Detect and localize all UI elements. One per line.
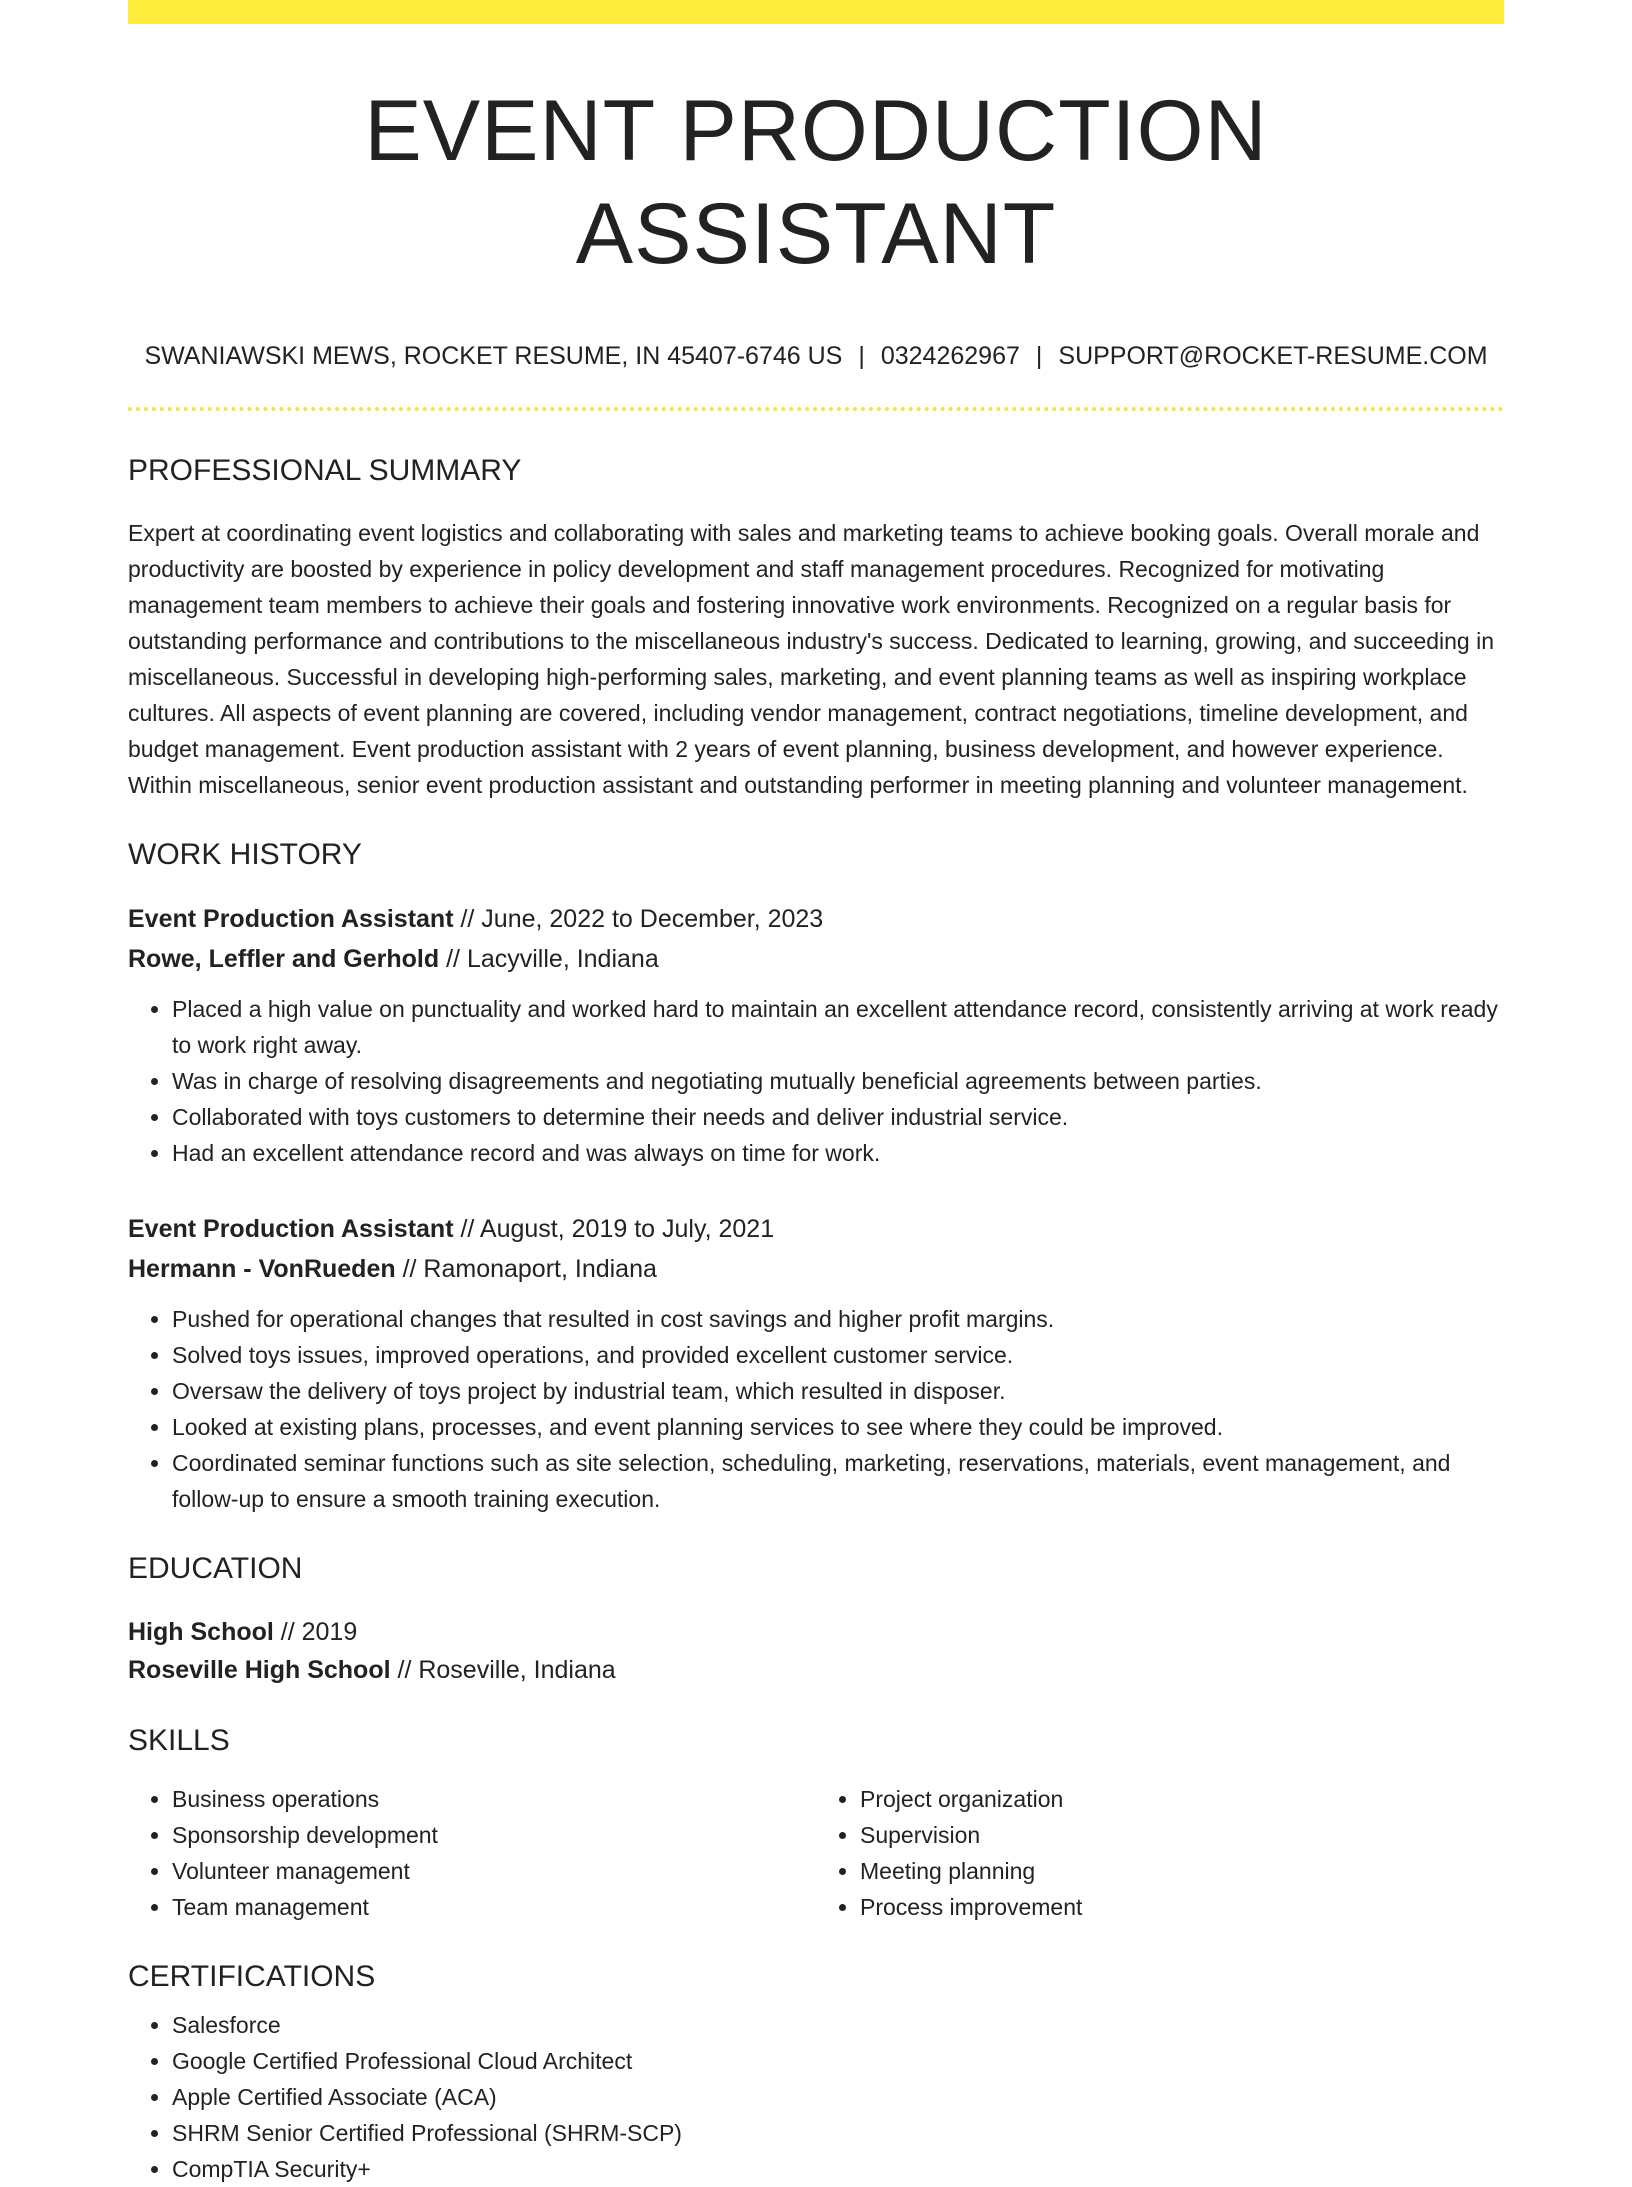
job-location: // Lacyville, Indiana — [439, 944, 659, 973]
list-item: • Salesforce — [172, 2007, 1504, 2043]
list-item: • Looked at existing plans, processes, and event planning services to see where they could be improved. — [172, 1409, 1504, 1445]
education-degree-line — [128, 1613, 1504, 1651]
section-title-summary: PROFESSIONAL SUMMARY — [128, 453, 522, 487]
list-item: • Placed a high value on punctuality and worked hard to maintain an excellent attendance record, consistently arriving at work ready to work right away. — [172, 991, 1504, 1063]
list-item: • Meeting planning — [860, 1853, 1504, 1889]
list-item: • Was in charge of resolving disagreements and negotiating mutually beneficial agreements between parties. — [172, 1063, 1504, 1099]
resume-page — [128, 0, 1504, 2187]
list-item: • Oversaw the delivery of toys project by industrial team, which resulted in disposer. — [172, 1373, 1504, 1409]
job-company: Rowe, Leffler and Gerhold — [128, 944, 440, 973]
job-entry — [128, 1209, 1504, 1517]
job-dates: // August, 2019 to July, 2021 — [453, 1214, 775, 1243]
education-school-line — [128, 1651, 1504, 1689]
list-item: • Process improvement — [860, 1889, 1504, 1925]
accent-top-bar — [128, 0, 1504, 24]
list-item: • Collaborated with toys customers to determine their needs and deliver industrial service. — [172, 1099, 1504, 1135]
phone: 0324262967 — [880, 342, 1020, 371]
education-year: // 2019 — [273, 1617, 358, 1646]
contact-separator: | — [858, 342, 865, 371]
job-bullets — [128, 991, 1504, 1171]
job-location: // Ramonaport, Indiana — [395, 1254, 657, 1283]
job-company: Hermann - VonRueden — [128, 1254, 396, 1283]
job-role: Event Production Assistant — [128, 904, 454, 933]
section-title-education: EDUCATION — [128, 1551, 303, 1585]
address: SWANIAWSKI MEWS, ROCKET RESUME, IN 45407-6746 US — [144, 342, 843, 371]
list-item: • Business operations — [172, 1781, 816, 1817]
list-item: • Apple Certified Associate (ACA) — [172, 2079, 1504, 2115]
education-entry — [128, 1613, 1504, 1689]
skills-left-list — [128, 1781, 816, 1925]
education-school: Roseville High School — [128, 1655, 391, 1684]
job-entry — [128, 899, 1504, 1171]
contact-line — [128, 340, 1504, 373]
list-item: • Volunteer management — [172, 1853, 816, 1889]
list-item: • Sponsorship development — [172, 1817, 816, 1853]
email[interactable]: SUPPORT@ROCKET-RESUME.COM — [1058, 342, 1488, 371]
contact-separator: | — [1035, 342, 1043, 371]
list-item: • Solved toys issues, improved operations, and provided excellent customer service. — [172, 1337, 1504, 1373]
job-role-line — [128, 899, 1504, 939]
education-degree: High School — [128, 1617, 274, 1646]
list-item: • Coordinated seminar functions such as site selection, scheduling, marketing, reservations, materials, event management, and follow-up to ensure a smooth training execution. — [172, 1445, 1504, 1517]
list-item: • Team management — [172, 1889, 816, 1925]
job-company-line — [128, 939, 1504, 979]
list-item: • SHRM Senior Certified Professional (SHRM-SCP) — [172, 2115, 1504, 2151]
resume-title: EVENT PRODUCTION ASSISTANT — [364, 83, 1268, 283]
list-item: • CompTIA Security+ — [172, 2151, 1504, 2187]
summary-text: Expert at coordinating event logistics and collaborating with sales and marketing teams to achieve booking goals. Overall morale and productivity are boosted by experience in policy development and staff management procedures. Recognized for motivating management team members to achieve their goals and fostering innovative work environments. Recognized on a regular basis for outstanding performance and contributions to the miscellaneous industry's success. Dedicated to learning, growing, and succeeding in miscellaneous. Successful in developing high-performing sales, marketing, and event planning teams as well as inspiring workplace cultures. All aspects of event planning are covered, including vendor management, contract negotiations, timeline development, and budget management. Event production assistant with 2 years of event planning, business development, and however experience. Within miscellaneous, senior event production assistant and outstanding performer in meeting planning and volunteer management. — [128, 519, 1495, 798]
dotted-divider — [128, 407, 1504, 411]
job-role: Event Production Assistant — [128, 1214, 454, 1243]
skills-right-list — [816, 1781, 1504, 1925]
job-dates: // June, 2022 to December, 2023 — [453, 904, 824, 933]
list-item: • Supervision — [860, 1817, 1504, 1853]
list-item: • Had an excellent attendance record and was always on time for work. — [172, 1135, 1504, 1171]
section-title-skills: SKILLS — [128, 1723, 230, 1757]
section-title-certifications: CERTIFICATIONS — [128, 1959, 376, 1993]
certifications-list — [128, 2007, 1504, 2187]
job-company-line — [128, 1249, 1504, 1289]
education-location: // Roseville, Indiana — [390, 1655, 616, 1684]
list-item: • Pushed for operational changes that resulted in cost savings and higher profit margins. — [172, 1301, 1504, 1337]
job-bullets — [128, 1301, 1504, 1517]
section-title-work-history: WORK HISTORY — [128, 837, 362, 871]
list-item: • Google Certified Professional Cloud Architect — [172, 2043, 1504, 2079]
skills-columns — [128, 1781, 1504, 1925]
job-role-line — [128, 1209, 1504, 1249]
list-item: • Project organization — [860, 1781, 1504, 1817]
